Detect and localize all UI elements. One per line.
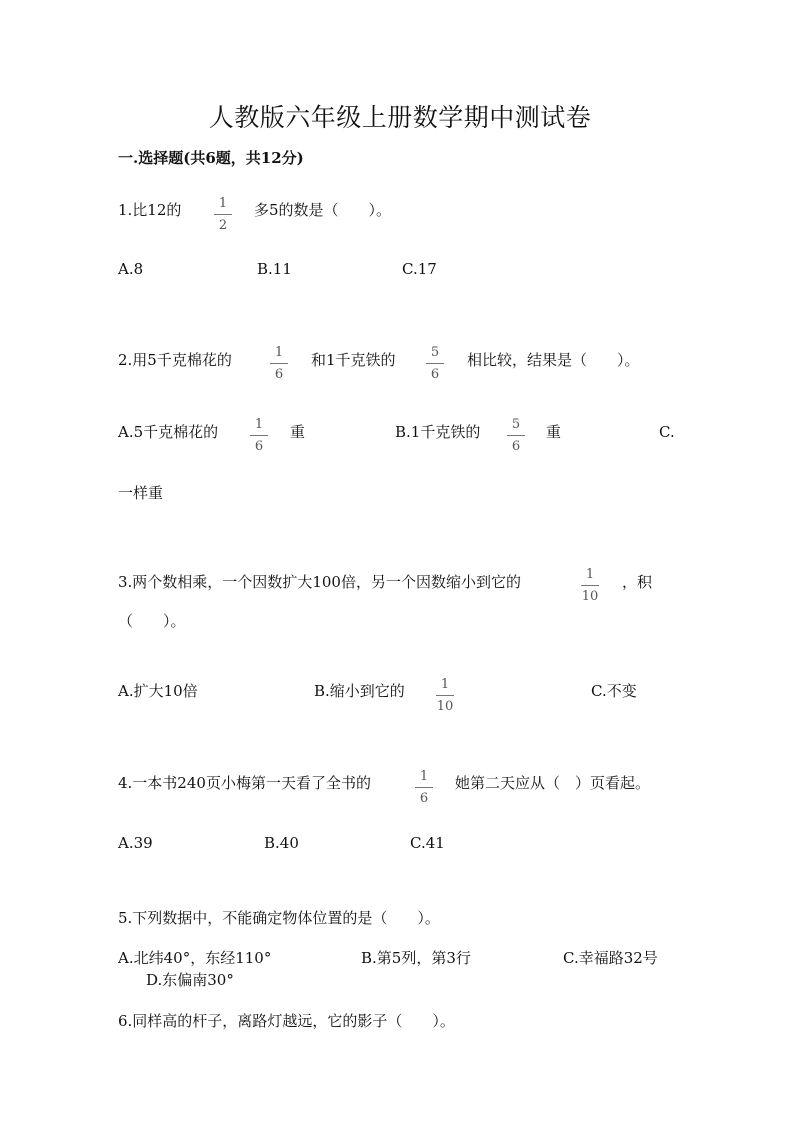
- q1-fraction: [210, 196, 236, 233]
- q2-text-post: 相比较，结果是（ ）。: [467, 351, 640, 369]
- q1-fraction-denominator: 2: [218, 218, 228, 233]
- q1-option-b: B.11: [257, 260, 292, 278]
- q2-option-a-pre: A.5千克棉花的: [118, 423, 219, 441]
- q1-option-a: A.8: [118, 260, 144, 278]
- q2-option-a-fraction: [246, 417, 272, 454]
- q1-fraction-numerator: 1: [218, 196, 228, 211]
- q2-option-b-pre: B.1千克铁的: [395, 423, 481, 441]
- q2-text-pre: 2.用5千克棉花的: [118, 351, 232, 369]
- q2-option-b-post: 重: [546, 423, 562, 441]
- fraction-bar: [436, 695, 454, 696]
- q1-text-pre: 1.比12的: [118, 201, 182, 219]
- q4-text-post: 她第二天应从（ ）页看起。: [455, 774, 651, 792]
- q2-option-b-numerator: 5: [511, 417, 521, 432]
- fraction-bar: [507, 435, 525, 436]
- page-title: 人教版六年级上册数学期中测试卷: [208, 103, 592, 132]
- q2-option-a-denominator: 6: [254, 439, 264, 454]
- q4-option-a: A.39: [118, 834, 153, 852]
- q3-text-post: ，积: [622, 573, 653, 591]
- q3-text-line2: （ ）。: [118, 612, 186, 630]
- q2-fraction-2-numerator: 5: [430, 345, 440, 360]
- q4-option-b: B.40: [264, 834, 299, 852]
- q3-option-a: A.扩大10倍: [118, 682, 198, 700]
- fraction-bar: [270, 363, 288, 364]
- q2-option-c-text: 一样重: [118, 484, 164, 502]
- q3-option-b-pre: B.缩小到它的: [314, 682, 405, 700]
- q2-option-a-post: 重: [290, 423, 306, 441]
- fraction-bar: [415, 787, 433, 788]
- q5-option-c: C.幸福路32号: [563, 949, 658, 967]
- q2-fraction-1-numerator: 1: [274, 345, 284, 360]
- q2-option-a-numerator: 1: [254, 417, 264, 432]
- q5-option-b: B.第5列，第3行: [361, 949, 471, 967]
- q2-option-c-label: C.: [659, 423, 675, 441]
- q1-text-post: 多5的数是（ ）。: [254, 201, 392, 219]
- q3-fraction: [577, 567, 603, 604]
- q3-option-b-numerator: 1: [440, 677, 450, 692]
- q4-fraction-denominator: 6: [419, 791, 429, 806]
- fraction-bar: [581, 585, 599, 586]
- section-heading: 一.选择题(共6题，共12分): [118, 149, 304, 167]
- q2-fraction-2-denominator: 6: [430, 367, 440, 382]
- q2-text-mid: 和1千克铁的: [311, 351, 396, 369]
- fraction-bar: [214, 214, 232, 215]
- q2-fraction-1: [266, 345, 292, 382]
- q2-fraction-2: [422, 345, 448, 382]
- fraction-bar: [426, 363, 444, 364]
- q4-text-pre: 4.一本书240页小梅第一天看了全书的: [118, 774, 371, 792]
- q6-text: 6.同样高的杆子，离路灯越远，它的影子（ ）。: [118, 1012, 455, 1030]
- q3-option-b-denominator: 10: [436, 699, 454, 714]
- q3-fraction-numerator: 1: [585, 567, 595, 582]
- q5-text: 5.下列数据中，不能确定物体位置的是（ ）。: [118, 909, 440, 927]
- q3-option-b-fraction: [432, 677, 458, 714]
- q2-option-b-denominator: 6: [511, 439, 521, 454]
- q4-fraction-numerator: 1: [419, 769, 429, 784]
- q5-option-d: D.东偏南30°: [146, 971, 234, 989]
- q3-fraction-denominator: 10: [581, 589, 599, 604]
- q2-fraction-1-denominator: 6: [274, 367, 284, 382]
- q3-option-c: C.不变: [591, 682, 637, 700]
- q5-option-a: A.北纬40°，东经110°: [118, 949, 272, 967]
- q4-option-c: C.41: [410, 834, 445, 852]
- fraction-bar: [250, 435, 268, 436]
- q4-fraction: [411, 769, 437, 806]
- q3-text-pre: 3.两个数相乘，一个因数扩大100倍，另一个因数缩小到它的: [118, 573, 521, 591]
- q2-option-b-fraction: [503, 417, 529, 454]
- q1-option-c: C.17: [402, 260, 437, 278]
